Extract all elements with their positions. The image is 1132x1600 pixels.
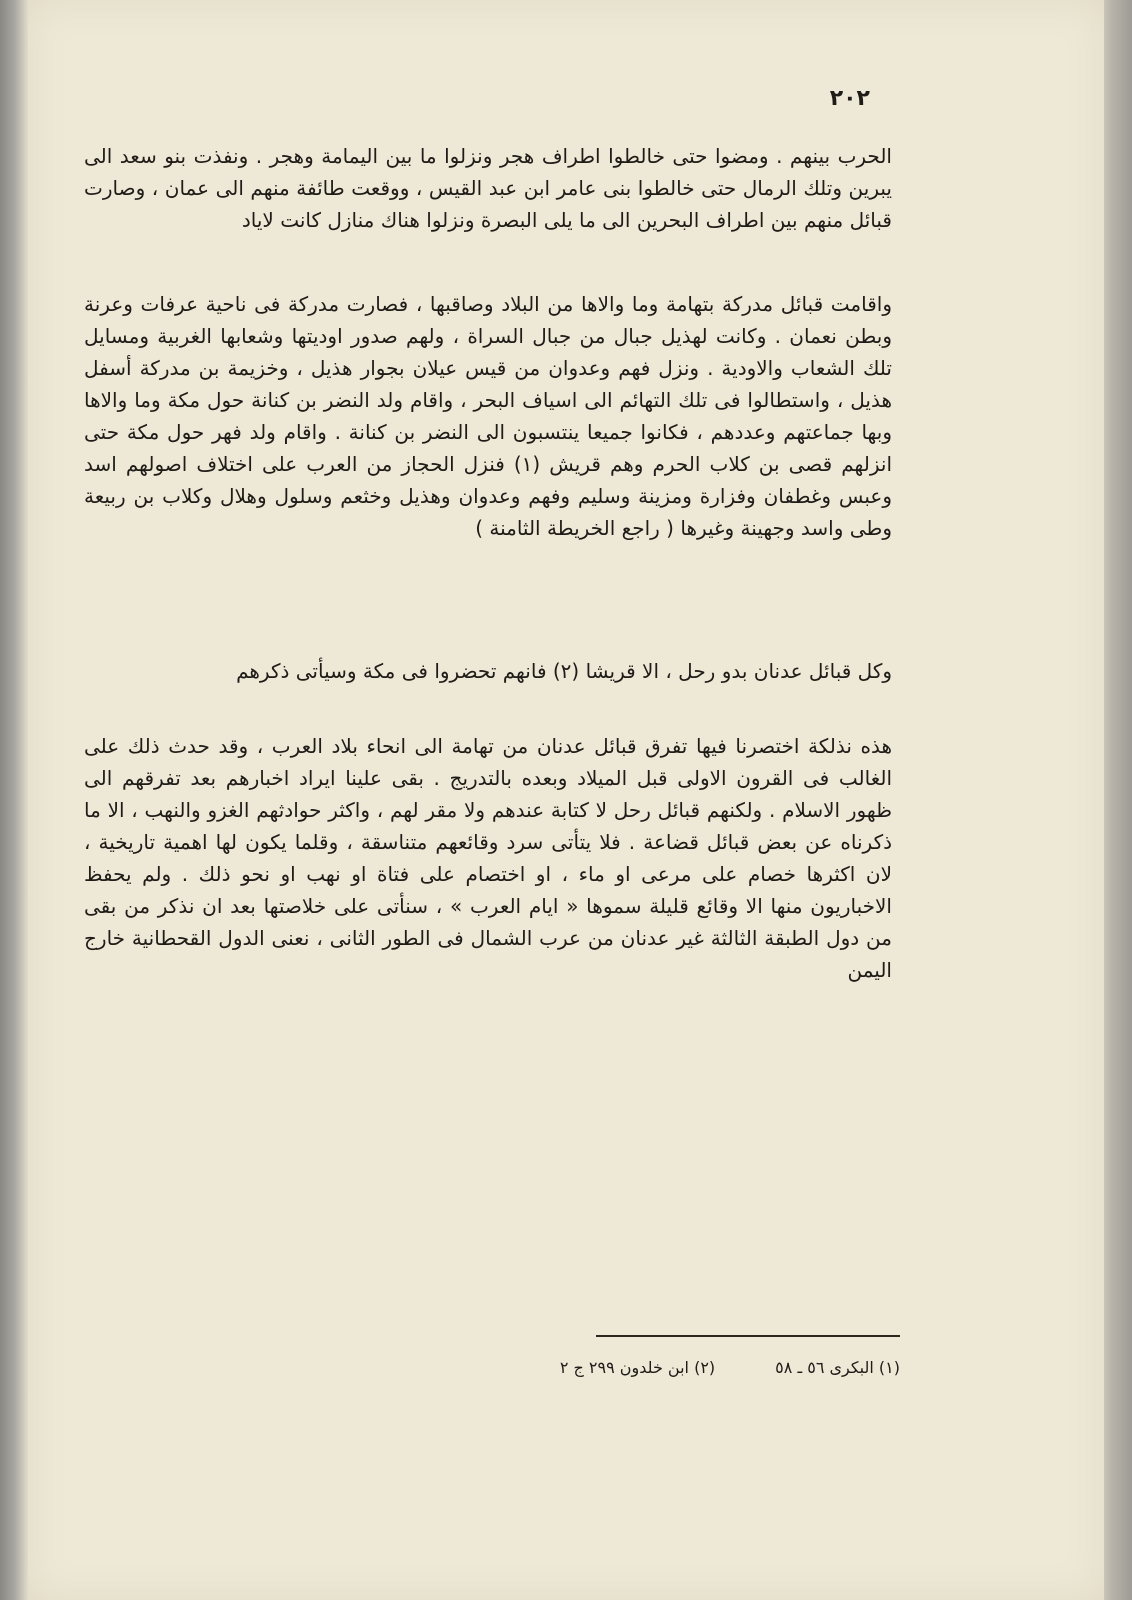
paragraph-text: هذه نذلكة اختصرنا فيها تفرق قبائل عدنان من تهامة الى انحاء بلاد العرب ، وقد حدث ذلك على الغالب فى القرون الاولى قبل الميلاد وبعده بالتدريج . بقى علينا ايراد اخبارهم بعد تفرقهم الى ظهور الاسلام . ولكنهم قبائل رحل لا كتابة عندهم ولا مقر لهم ، واكثر حوادثهم الغزو والنهب ، الا ما ذكرناه عن بعض قبائل قضاعة . فلا يتأتى سرد وقائعهم متناسقة ، وقلما يكون لها اهمية تاريخية ، لان اكثرها خصام على مرعى او ماء ، او اختصام على فتاة او نهب او نحو ذلك . ولم يحفظ الاخباريون منها الا وقائع قليلة سموها « ايام العرب » ، سنأتى على خلاصتها بعد ان نذكر من بقى من دول الطبقة الثالثة غير عدنان من عرب الشمال فى الطور الثانى ، نعنى الدول القحطانية خارج اليمن — [84, 734, 892, 982]
footnote-1: (١) البكرى ٥٦ ـ ٥٨ — [775, 1358, 900, 1377]
footnote-2: (٢) ابن خلدون ٢٩٩ ج ٢ — [559, 1358, 716, 1377]
paragraph-text: وكل قبائل عدنان بدو رحل ، الا قريشا (٢) فانهم تحضروا فى مكة وسيأتى ذكرهم — [236, 659, 892, 683]
paragraph-text: الحرب بينهم . ومضوا حتى خالطوا اطراف هجر ونزلوا ما بين اليمامة وهجر . ونفذت بنو سعد الى يبرين وتلك الرمال حتى خالطوا بنى عامر ابن عبد القيس ، ووقعت طائفة منهم الى عمان ، وصارت قبائل منهم بين اطراف البحرين الى ما يلى البصرة ونزلوا هناك منازل كانت لاياد — [84, 144, 892, 232]
page-number: ٢٠٢ — [829, 86, 870, 111]
footnote-divider — [596, 1335, 900, 1337]
paragraph-1 — [84, 140, 892, 236]
paragraph-text: واقامت قبائل مدركة بتهامة وما والاها من البلاد وصاقبها ، فصارت مدركة فى ناحية عرفات وعرنة وبطن نعمان . وكانت لهذيل جبال من جبال السراة ، ولهم صدور اوديتها وشعابها الغربية ومسايل تلك الشعاب والاودية . ونزل فهم وعدوان من قيس عيلان بجوار هذيل ، وخزيمة بن مدركة أسفل هذيل ، واستطالوا فى تلك التهائم الى اسياف البحر ، واقام ولد النضر بن كنانة حول مكة وما والاها وبها جماعتهم وعددهم ، فكانوا جميعا ينتسبون الى النضر بن كنانة . واقام ولد فهر حول مكة حتى انزلهم قصى بن كلاب الحرم وهم قريش (١) فنزل الحجاز من العرب على اختلاف اصولهم اسد وعبس وغطفان وفزارة ومزينة وسليم وفهم وعدوان وهذيل وخثعم وسلول وهلال وكلاب بن ربيعة وطى واسد وجهينة وغيرها ( راجع الخريطة الثامنة ) — [84, 292, 892, 540]
paragraph-4 — [84, 730, 892, 986]
paragraph-3 — [84, 655, 892, 687]
footnotes — [330, 1356, 900, 1380]
paragraph-2 — [84, 288, 892, 544]
